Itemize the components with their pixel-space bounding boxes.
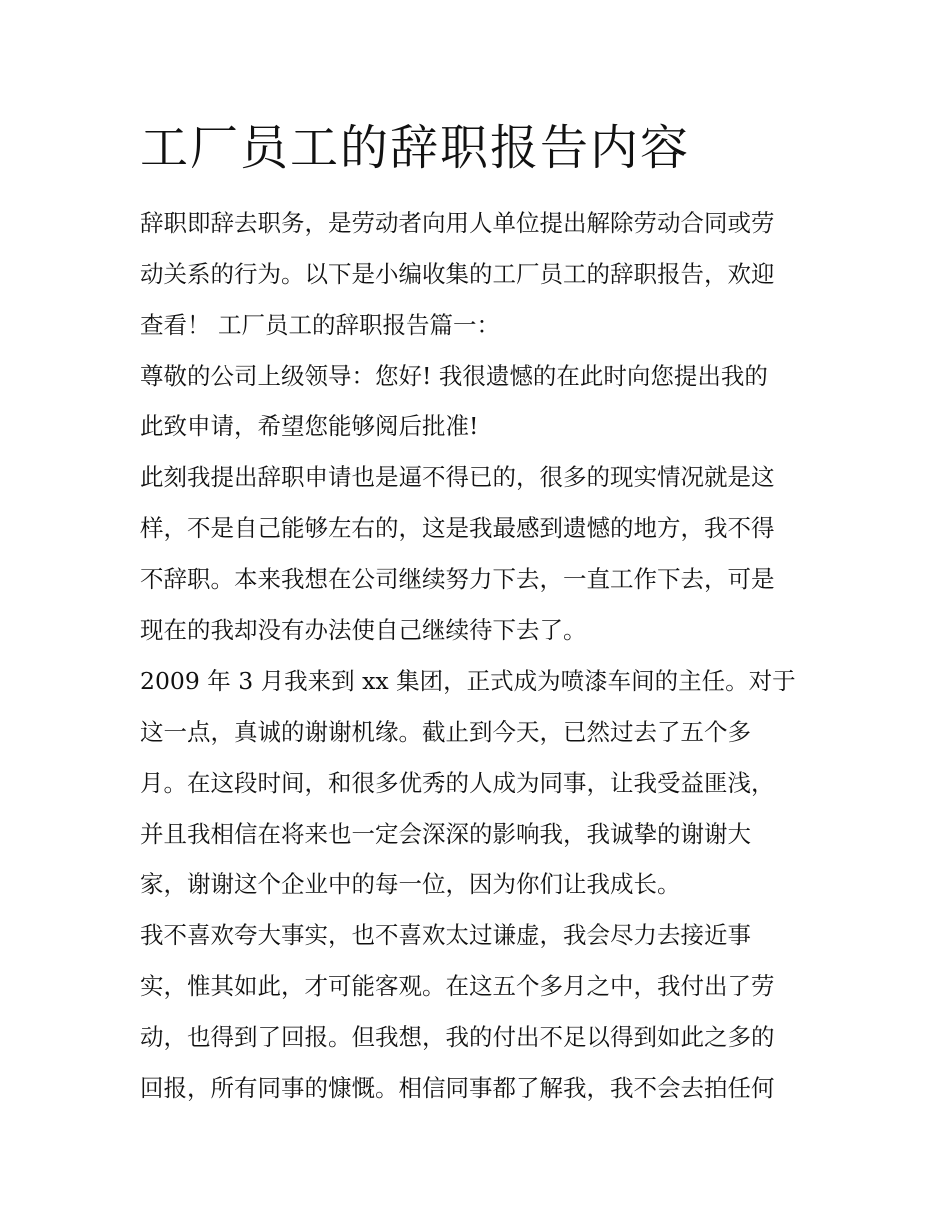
- body-line: 回报，所有同事的慷慨。相信同事都了解我，我不会去拍任何: [140, 1074, 775, 1102]
- body-line: 动关系的行为。以下是小编收集的工厂员工的辞职报告，欢迎: [140, 260, 775, 288]
- body-line: 辞职即辞去职务，是劳动者向用人单位提出解除劳动合同或劳: [140, 209, 775, 237]
- body-line: 尊敬的公司上级领导：您好! 我很遗憾的在此时向您提出我的: [140, 362, 768, 390]
- body-line: 2009 年 3 月我来到 xx 集团，正式成为喷漆车间的主任。对于: [140, 667, 796, 695]
- body-line: 实，惟其如此，才可能客观。在这五个多月之中，我付出了劳: [140, 972, 775, 1000]
- body-line: 不辞职。本来我想在公司继续努力下去，一直工作下去，可是: [140, 565, 775, 593]
- body-line: 此致申请，希望您能够阅后批准!: [140, 412, 479, 440]
- body-line: 此刻我提出辞职申请也是逼不得已的，很多的现实情况就是这: [140, 463, 775, 491]
- body-line: 并且我相信在将来也一定会深深的影响我，我诚挚的谢谢大: [140, 820, 751, 848]
- body-line: 月。在这段时间，和很多优秀的人成为同事，让我受益匪浅，: [140, 769, 775, 797]
- body-line: 查看！ 工厂员工的辞职报告篇一：: [140, 311, 500, 339]
- body-line: 动，也得到了回报。但我想，我的付出不足以得到如此之多的: [140, 1023, 775, 1051]
- body-line: 现在的我却没有办法使自己继续待下去了。: [140, 616, 587, 644]
- document-title: 工厂员工的辞职报告内容: [140, 120, 691, 176]
- body-line: 家，谢谢这个企业中的每一位，因为你们让我成长。: [140, 870, 681, 898]
- body-line: 样，不是自己能够左右的，这是我最感到遗憾的地方，我不得: [140, 514, 775, 542]
- body-line: 这一点，真诚的谢谢机缘。截止到今天，已然过去了五个多: [140, 718, 751, 746]
- body-line: 我不喜欢夸大事实，也不喜欢太过谦虚，我会尽力去接近事: [140, 921, 751, 949]
